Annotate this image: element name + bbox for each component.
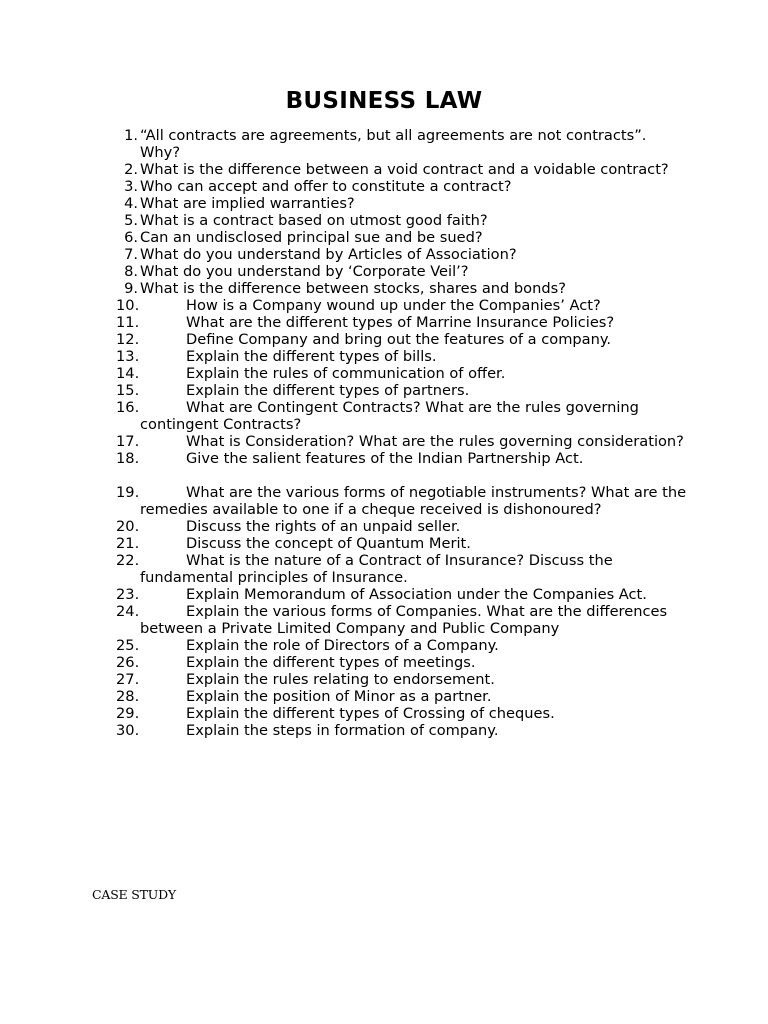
question-item	[110, 603, 690, 637]
question-text: Explain Memorandum of Association under the Companies Act.	[186, 586, 647, 603]
question-text: Explain the different types of partners.	[186, 382, 470, 399]
question-text: What do you understand by ‘Corporate Veil’?	[140, 263, 469, 280]
question-number: 26.	[116, 654, 140, 671]
question-number: 23.	[116, 586, 140, 603]
question-text: Define Company and bring out the features of a company.	[186, 331, 612, 348]
question-item	[110, 688, 690, 705]
question-item	[110, 229, 690, 246]
question-item	[110, 654, 690, 671]
question-text: What are Contingent Contracts? What are the rules governing contingent Contracts?	[140, 399, 639, 433]
question-number: 1.	[124, 127, 138, 144]
question-number: 15.	[116, 382, 140, 399]
question-text: Discuss the concept of Quantum Merit.	[186, 535, 471, 552]
question-item	[110, 314, 690, 331]
question-number: 18.	[116, 450, 140, 467]
question-text: Give the salient features of the Indian Partnership Act.	[186, 450, 584, 467]
question-text: What is the difference between a void contract and a voidable contract?	[140, 161, 669, 178]
question-text: What is the nature of a Contract of Insurance? Discuss the fundamental principles of Insurance.	[140, 552, 613, 586]
question-item	[110, 518, 690, 535]
question-item	[110, 263, 690, 280]
question-item	[110, 297, 690, 314]
question-item	[110, 705, 690, 722]
question-item	[110, 399, 690, 433]
question-text: Explain the role of Directors of a Company.	[186, 637, 499, 654]
question-number: 21.	[116, 535, 140, 552]
question-number: 12.	[116, 331, 140, 348]
question-number: 17.	[116, 433, 140, 450]
question-number: 10.	[116, 297, 140, 314]
question-number: 4.	[124, 195, 138, 212]
question-item	[110, 348, 690, 365]
question-item	[110, 382, 690, 399]
question-text: What is Consideration? What are the rules governing consideration?	[186, 433, 684, 450]
question-text: What are implied warranties?	[140, 195, 355, 212]
question-text: Explain the steps in formation of company.	[186, 722, 499, 739]
question-item	[110, 552, 690, 586]
question-text: What is the difference between stocks, shares and bonds?	[140, 280, 566, 297]
question-number: 3.	[124, 178, 138, 195]
question-text: Discuss the rights of an unpaid seller.	[186, 518, 461, 535]
question-item	[110, 433, 690, 450]
question-number: 14.	[116, 365, 140, 382]
question-item	[110, 586, 690, 603]
question-item	[110, 535, 690, 552]
question-item	[110, 450, 690, 467]
question-number: 25.	[116, 637, 140, 654]
question-number: 29.	[116, 705, 140, 722]
page-title: BUSINESS LAW	[285, 88, 483, 114]
question-item	[110, 195, 690, 212]
question-list	[110, 127, 690, 739]
question-number: 24.	[116, 603, 140, 620]
question-number: 5.	[124, 212, 138, 229]
question-number: 22.	[116, 552, 140, 569]
question-text: What are the different types of Marrine Insurance Policies?	[186, 314, 615, 331]
question-text: “All contracts are agreements, but all agreements are not contracts”. Why?	[140, 127, 647, 161]
question-text: Explain the different types of bills.	[186, 348, 437, 365]
question-item	[110, 331, 690, 348]
question-item	[110, 484, 690, 518]
question-text: What do you understand by Articles of Association?	[140, 246, 517, 263]
question-number: 7.	[124, 246, 138, 263]
question-item	[110, 365, 690, 382]
question-number: 16.	[116, 399, 140, 416]
question-number: 20.	[116, 518, 140, 535]
question-item	[110, 178, 690, 195]
question-item	[110, 637, 690, 654]
question-text: What is a contract based on utmost good faith?	[140, 212, 488, 229]
question-text: Explain the position of Minor as a partner.	[186, 688, 492, 705]
question-text: How is a Company wound up under the Companies’ Act?	[186, 297, 601, 314]
question-number: 28.	[116, 688, 140, 705]
question-text: Explain the rules relating to endorsement.	[186, 671, 495, 688]
question-item	[110, 280, 690, 297]
question-number: 2.	[124, 161, 138, 178]
question-text: Explain the rules of communication of offer.	[186, 365, 506, 382]
question-item	[110, 671, 690, 688]
question-text: Who can accept and offer to constitute a contract?	[140, 178, 512, 195]
question-item	[110, 246, 690, 263]
question-text: Explain the various forms of Companies. What are the differences between a Private Limited Company and Public Company	[140, 603, 668, 637]
question-text: What are the various forms of negotiable instruments? What are the remedies available to one if a cheque received is dishonoured?	[140, 484, 687, 518]
question-number: 19.	[116, 484, 140, 501]
question-number: 6.	[124, 229, 138, 246]
question-text: Explain the different types of Crossing of cheques.	[186, 705, 555, 722]
question-number: 9.	[124, 280, 138, 297]
question-number: 8.	[124, 263, 138, 280]
case-study-heading: CASE STUDY	[92, 887, 176, 902]
question-item	[110, 722, 690, 739]
question-item	[110, 161, 690, 178]
question-number: 30.	[116, 722, 140, 739]
question-text: Explain the different types of meetings.	[186, 654, 476, 671]
question-number: 13.	[116, 348, 140, 365]
question-item	[110, 127, 690, 161]
question-text: Can an undisclosed principal sue and be sued?	[140, 229, 483, 246]
question-number: 11.	[116, 314, 140, 331]
question-number: 27.	[116, 671, 140, 688]
question-item	[110, 212, 690, 229]
